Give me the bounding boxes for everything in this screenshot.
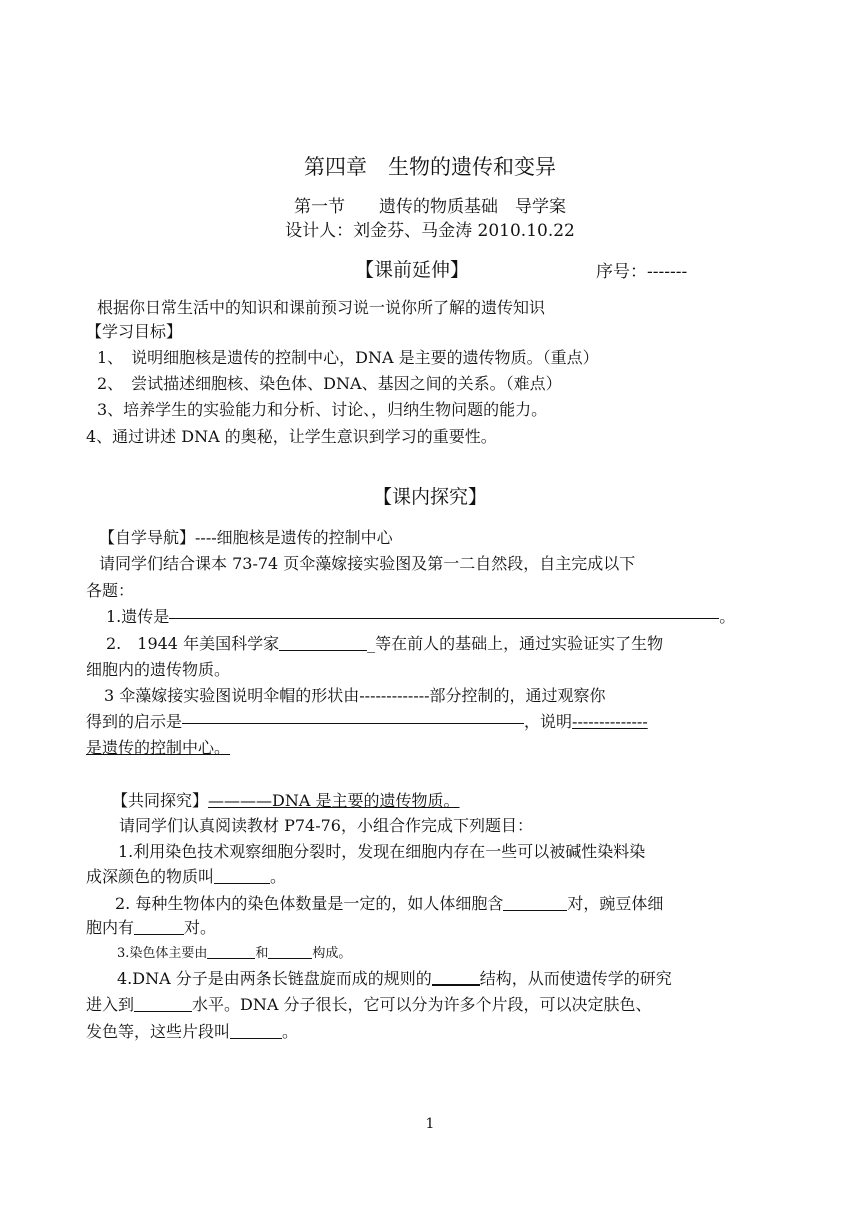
objective-item: 2、 尝试描述细胞核、染色体、DNA、基因之间的关系。（难点） — [97, 374, 562, 393]
answer-blank[interactable] — [169, 608, 719, 619]
group-study-q4: 4.DNA 分子是由两条长链盘旋而成的规则的 结构，从而使遗传学的研究 — [117, 969, 672, 988]
group-study-q1: 1.利用染色技术观察细胞分裂时，发现在细胞内存在一些可以被碱性染料染 — [118, 842, 646, 861]
designer-line: 设计人：刘金芬、马金涛 2010.10.22 — [285, 221, 575, 241]
answer-blank[interactable] — [279, 634, 367, 651]
group-study-q2-cont: 胞内有 对。 — [86, 918, 217, 937]
answer-blank[interactable] — [503, 894, 567, 911]
group-study-q3: 3.染色体主要由 和 构成。 — [117, 946, 352, 961]
group-study-q4-end: 发色等，这些片段叫 。 — [86, 1022, 299, 1041]
objective-item: 4、通过讲述 DNA 的奥秘，让学生意识到学习的重要性。 — [86, 427, 497, 446]
preview-heading: 【课前延伸】 — [355, 259, 470, 281]
section-title: 第一节 遗传的物质基础 导学案 — [294, 197, 566, 217]
preview-prompt: 根据你日常生活中的知识和课前预习说一说你所了解的遗传知识 — [97, 298, 546, 317]
group-study-title — [112, 790, 460, 812]
self-study-label: 【自学导航】 — [99, 528, 196, 547]
answer-blank[interactable] — [432, 968, 480, 986]
answer-blank[interactable] — [134, 995, 192, 1012]
answer-blank[interactable] — [268, 946, 312, 959]
objectives-heading: 【学习目标】 — [86, 322, 183, 341]
self-study-q2-cont: 细胞内的遗传物质。 — [86, 660, 231, 679]
self-study-topic: ----细胞核是遗传的控制中心 — [195, 528, 393, 547]
answer-blank[interactable] — [182, 713, 524, 724]
self-study-q2: 2. 1944 年美国科学家 _等在前人的基础上，通过实验证实了生物 — [106, 634, 664, 653]
self-study-q3: 3 伞藻嫁接实验图说明伞帽的形状由-------------部分控制的，通过观察你 — [104, 686, 606, 705]
page-number: 1 — [425, 1116, 435, 1132]
group-study-q1-cont: 成深颜色的物质叫 。 — [86, 867, 287, 886]
serial-label: 序号：------- — [596, 262, 688, 282]
self-study-title — [99, 527, 393, 549]
group-study-label: 【共同探究】 — [112, 791, 209, 810]
self-study-intro: 请同学们结合课本 73-74 页伞藻嫁接实验图及第一二自然段，自主完成以下 — [99, 554, 636, 573]
answer-blank[interactable] — [230, 1022, 282, 1039]
self-study-intro-cont: 各题： — [86, 581, 135, 600]
answer-blank[interactable] — [214, 867, 270, 884]
self-study-q3-end: 是遗传的控制中心。 — [86, 738, 231, 757]
objective-item: 1、 说明细胞核是遗传的控制中心，DNA 是主要的遗传物质。（重点） — [97, 348, 599, 367]
group-study-q4-cont: 进入到 水平。DNA 分子很长，它可以分为许多个片段，可以决定肤色、 — [86, 995, 652, 1014]
group-study-intro: 请同学们认真阅读教材 P74-76，小组合作完成下列题目： — [119, 816, 533, 835]
chapter-title: 第四章 生物的遗传和变异 — [304, 155, 556, 179]
answer-blank[interactable] — [207, 946, 255, 959]
group-study-q2: 2. 每种生物体内的染色体数量是一定的，如人体细胞含 对，豌豆体细 — [115, 894, 664, 913]
answer-blank[interactable]: -------------- — [572, 712, 648, 731]
self-study-q1: 1.遗传是 。 — [106, 607, 736, 626]
inquiry-heading: 【课内探究】 — [372, 486, 487, 508]
group-study-topic: ————DNA 是主要的遗传物质。 — [208, 791, 460, 810]
self-study-q3-cont: 得到的启示是 ，说明-------------- — [86, 712, 648, 731]
answer-blank[interactable] — [134, 918, 184, 935]
objective-item: 3、培养学生的实验能力和分析、讨论、，归纳生物问题的能力。 — [97, 400, 548, 419]
